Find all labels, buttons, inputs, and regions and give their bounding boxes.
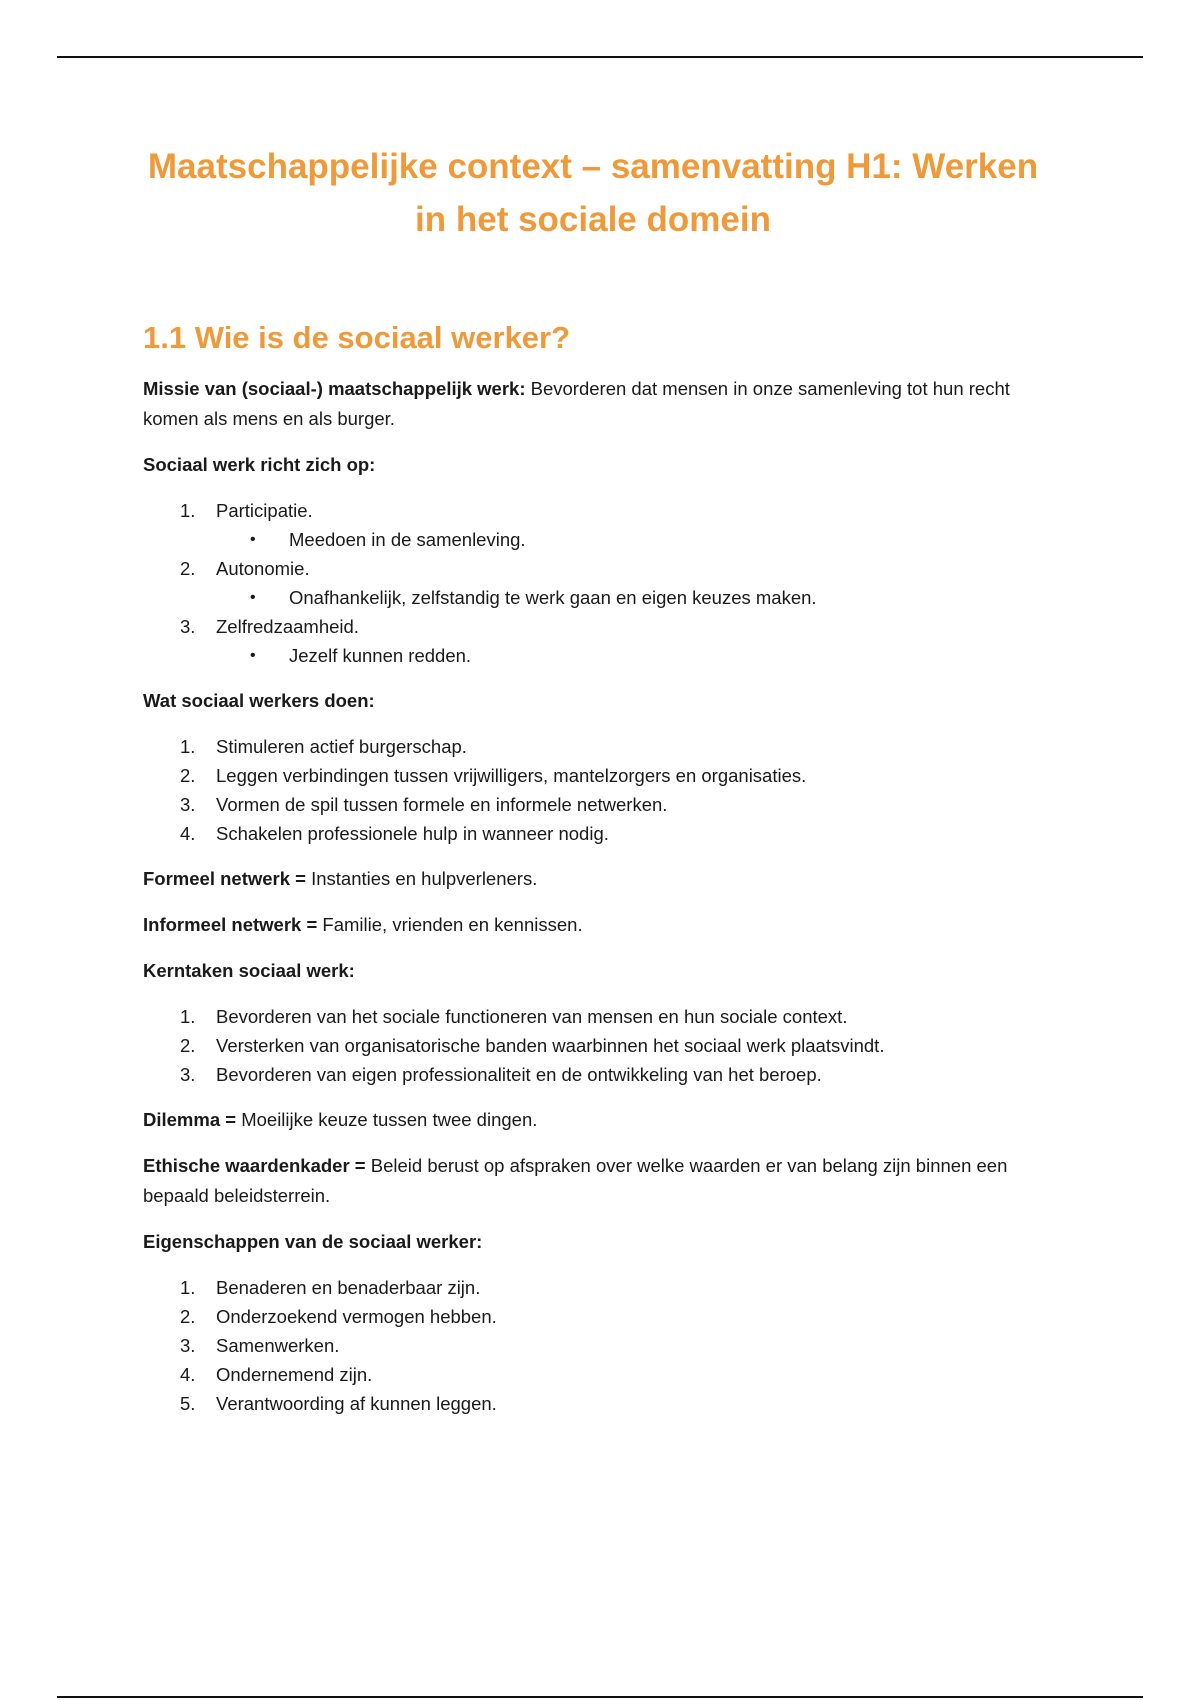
list-item [143, 1360, 1043, 1389]
list-number: 2. [180, 765, 196, 786]
section-heading: 1.1 Wie is de sociaal werker? [143, 320, 571, 355]
document-title: Maatschappelijke context – samenvatting H1: Werken in het sociale domein [147, 147, 1039, 239]
missie-text: Bevorderen dat mensen in onze samenleving tot hun recht komen als mens en als burger. [143, 378, 1010, 429]
document-page [143, 140, 1043, 1434]
list-number: 5. [180, 1393, 196, 1414]
list-item-label: Versterken van organisatorische banden waarbinnen het sociaal werk plaatsvindt. [216, 1035, 885, 1056]
formeel-netwerk-text: Instanties en hulpverleners. [305, 868, 538, 889]
bottom-rule [57, 1696, 1143, 1698]
eigenschappen-heading: Eigenschappen van de sociaal werker: [143, 1231, 483, 1252]
list-item [143, 1031, 1043, 1060]
missie-paragraph [143, 374, 1043, 434]
list-item [143, 1002, 1043, 1031]
list-number: 3. [180, 1335, 196, 1356]
formeel-netwerk-definition [143, 864, 1043, 894]
list-item-label: Onderzoekend vermogen hebben. [216, 1306, 497, 1327]
list-item-label: Schakelen professionele hulp in wanneer nodig. [216, 823, 609, 844]
list-item-label: Bevorderen van eigen professionaliteit en de ontwikkeling van het beroep. [216, 1064, 822, 1085]
ethisch-label: Ethische waardenkader = [143, 1155, 366, 1176]
formeel-netwerk-label: Formeel netwerk = [143, 868, 306, 889]
list-item [143, 554, 1043, 612]
dilemma-definition [143, 1105, 1043, 1135]
list-item [143, 1273, 1043, 1302]
list-number: 2. [180, 1035, 196, 1056]
bullet-icon: • [250, 531, 256, 548]
list-item [143, 496, 1043, 554]
bullet-icon: • [250, 589, 256, 606]
list-number: 3. [180, 1064, 196, 1085]
richt-zich-op-list [143, 496, 1043, 670]
top-rule [57, 56, 1143, 58]
list-item [143, 1060, 1043, 1089]
list-item-label: Samenwerken. [216, 1335, 340, 1356]
sub-list-item [216, 525, 1043, 554]
list-item [143, 612, 1043, 670]
list-number: 1. [180, 736, 196, 757]
informeel-netwerk-label: Informeel netwerk = [143, 914, 318, 935]
list-item [143, 819, 1043, 848]
list-item [143, 790, 1043, 819]
list-item-label: Verantwoording af kunnen leggen. [216, 1393, 497, 1414]
list-item [143, 761, 1043, 790]
ethisch-definition [143, 1151, 1043, 1211]
missie-label: Missie van (sociaal-) maatschappelijk werk: [143, 378, 526, 399]
list-item [143, 1302, 1043, 1331]
list-item-label: Participatie. [216, 500, 313, 521]
list-item-label: Autonomie. [216, 558, 310, 579]
list-item-label: Stimuleren actief burgerschap. [216, 736, 467, 757]
list-number: 1. [180, 1006, 196, 1027]
sub-list-item-label: Jezelf kunnen redden. [289, 645, 472, 666]
sub-list [216, 583, 1043, 612]
informeel-netwerk-text: Familie, vrienden en kennissen. [317, 914, 583, 935]
list-item-label: Benaderen en benaderbaar zijn. [216, 1277, 481, 1298]
dilemma-text: Moeilijke keuze tussen twee dingen. [236, 1109, 538, 1130]
list-item [143, 1331, 1043, 1360]
ethisch-text: Beleid berust op afspraken over welke waarden er van belang zijn binnen een bepaald beleidsterrein. [143, 1155, 1008, 1206]
list-number: 1. [180, 1277, 196, 1298]
wat-doen-heading: Wat sociaal werkers doen: [143, 690, 375, 711]
list-number: 2. [180, 1306, 196, 1327]
sub-list [216, 641, 1043, 670]
list-number: 4. [180, 823, 196, 844]
kerntaken-heading: Kerntaken sociaal werk: [143, 960, 355, 981]
list-item [143, 1389, 1043, 1418]
list-item-label: Leggen verbindingen tussen vrijwilligers, mantelzorgers en organisaties. [216, 765, 807, 786]
wat-doen-list [143, 732, 1043, 848]
richt-zich-op-heading: Sociaal werk richt zich op: [143, 454, 376, 475]
list-item-label: Ondernemend zijn. [216, 1364, 373, 1385]
list-item-label: Vormen de spil tussen formele en informele netwerken. [216, 794, 668, 815]
sub-list-item [216, 583, 1043, 612]
sub-list-item-label: Onafhankelijk, zelfstandig te werk gaan en eigen keuzes maken. [289, 587, 817, 608]
list-number: 2. [180, 558, 196, 579]
sub-list-item [216, 641, 1043, 670]
kerntaken-list [143, 1002, 1043, 1089]
sub-list [216, 525, 1043, 554]
list-item-label: Bevorderen van het sociale functioneren van mensen en hun sociale context. [216, 1006, 848, 1027]
list-number: 4. [180, 1364, 196, 1385]
list-item-label: Zelfredzaamheid. [216, 616, 359, 637]
list-number: 1. [180, 500, 196, 521]
sub-list-item-label: Meedoen in de samenleving. [289, 529, 526, 550]
eigenschappen-list [143, 1273, 1043, 1418]
list-number: 3. [180, 794, 196, 815]
bullet-icon: • [250, 647, 256, 664]
informeel-netwerk-definition [143, 910, 1043, 940]
list-item [143, 732, 1043, 761]
dilemma-label: Dilemma = [143, 1109, 237, 1130]
list-number: 3. [180, 616, 196, 637]
